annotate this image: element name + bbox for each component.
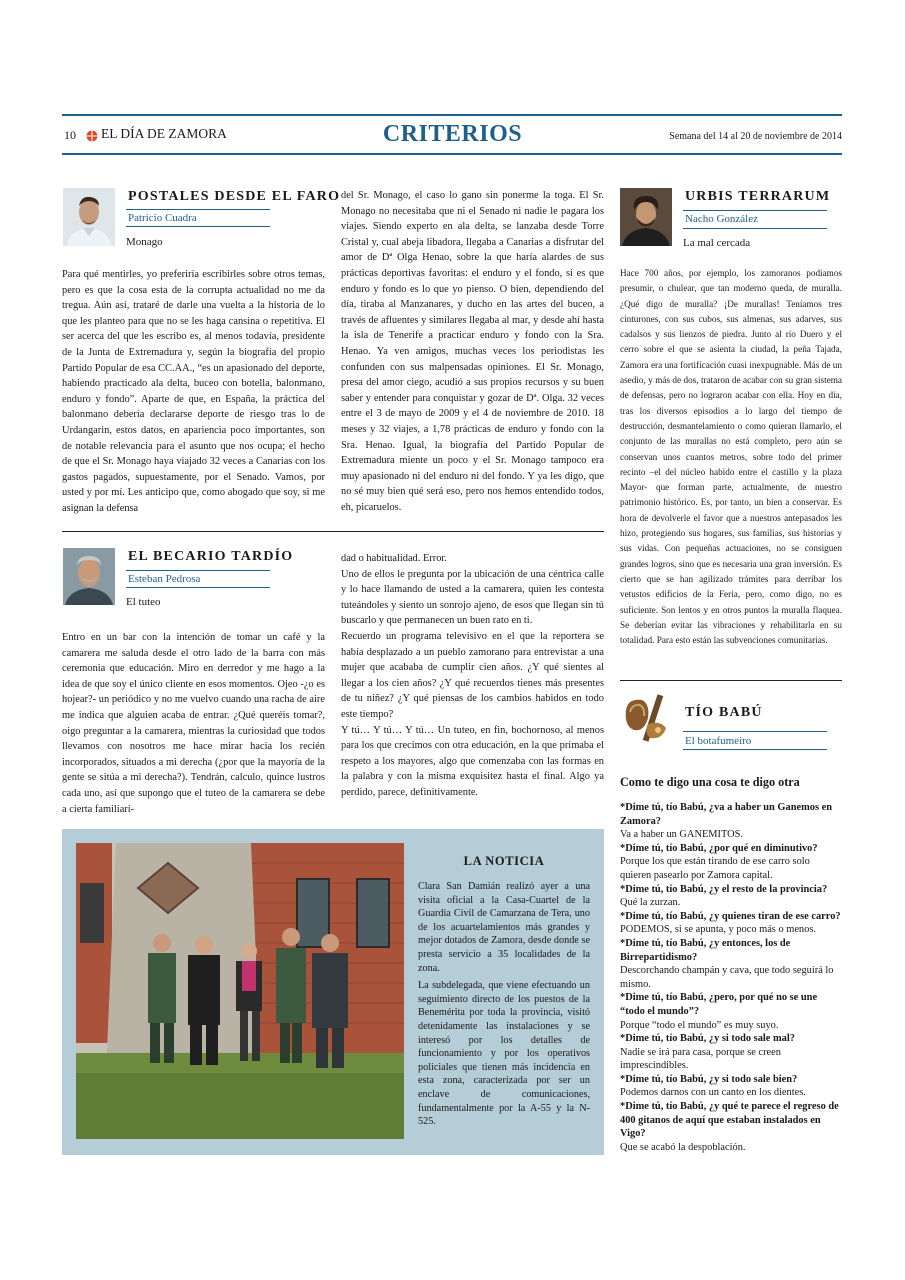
page-number: 10 xyxy=(64,128,76,142)
section-divider-left xyxy=(62,531,604,532)
noticia-paragraph-1: Clara San Damián realizó ayer a una visita oficial a la Casa-Cuartel de la Guardia Civil de Camarzana de Tera, uno de los acuartelamientos más grandes y mejor dotados de Zamora, desde donde se presta servicio a 35 localidades de la zona. xyxy=(418,881,590,974)
babu-qa-list xyxy=(620,801,842,1154)
postales-author-rule-top xyxy=(126,209,270,210)
postales-section-title: POSTALES DESDE EL FARO xyxy=(128,189,341,204)
becario-paragraph-3: Uno de ellos le pregunta por la ubicación de una céntrica calle y lo hace llamando de usted a la camarera, quien les contesta tuteándoles y siento un sonrojo ajeno, de esos que llegan sin tú buscarlo y que permanecen un buen rato en ti. xyxy=(341,568,604,627)
babu-question: *Dime tú, tío Babú, ¿por qué en diminutivo? xyxy=(620,842,818,854)
becario-author: Esteban Pedrosa xyxy=(128,573,201,585)
noticia-title: LA NOTICIA xyxy=(463,854,545,868)
babu-question: *Dime tú, tío Babú, ¿y entonces, los de Birrepartidismo? xyxy=(620,937,791,963)
postales-paragraph-2: del Sr. Monago, el caso lo gano sin ponerme la toga. El Sr. Monago no necesitaba que ni el Senado ni nadie le pagara los viajes. Siendo experto en ala delta, se lanzaba desde Torre Cristal y, cual abeja libadora, llegaba a Canarias a disfrutar del amor de Dª Olga Henao, sobre la que haría alardes de sus prácticas deportivas favoritas: el enduro y el fondo, si es que enduro y fondo es lo que yo pienso. O bien, dependiendo del día, tiraba al Manzanares, y ducho en las artes del buceo, a través de afluentes y similares llegaba al mar, y desde ahí hasta la isla de Tenerife a practicar enduro y fondo con la Sra. Henao. Ya ven amigos, muchas veces los periodistas les confunden con sus malpensadas opiniones. El Sr. Monago, presa del amor ciego, acudió a sus propios recursos y su buen saber y entender para conquistar y gozar de Dª. Olga. 32 veces entre el 3 de mayo de 2009 y el 4 de noviembre de 2010. 18 meses y 32 viajes, a 1,78 prácticas de enduro y fondo con la Sra. Henao. Igual, la biografía del Partido Popular de Extremadura miente un poco y el Sr. Monago tampoco era muy apasionado ni del enduro ni del fondo. Y ya les digo, que no sé muy bien qué será eso, pero nos hemos entendido todos, eh, picaruelos. xyxy=(341,190,604,513)
header-top-rule xyxy=(62,114,842,116)
becario-section-title: EL BECARIO TARDÍO xyxy=(128,549,294,564)
author-photo-esteban xyxy=(63,548,115,605)
babu-question: *Dime tú, tío Babú, ¿y qué te parece el regreso de 400 gitanos de aquí que estaban instalados en Vigo? xyxy=(620,1101,839,1140)
publication-logo xyxy=(86,129,98,141)
babu-answer: Podemos darnos con un canto en los dientes. xyxy=(620,1087,806,1099)
urbis-author: Nacho González xyxy=(685,213,758,225)
babu-section-title: TÍO BABÚ xyxy=(685,705,763,720)
babu-author: El botafumeiro xyxy=(685,735,752,747)
becario-author-rule-bottom xyxy=(126,587,270,588)
becario-paragraph-2: dad o habitualidad. Error. xyxy=(341,553,447,564)
section-divider-right xyxy=(620,680,842,681)
logo-globe-icon xyxy=(86,130,98,142)
date-line: Semana del 14 al 20 de noviembre de 2014 xyxy=(669,131,842,142)
noticia-paragraph-2: La subdelegada, que viene efectuando un seguimiento directo de los puestos de la Benemérita por toda la provincia, visitó detenidamente las instalaciones y se interesó por los detalles de funcionamiento y por los operativos policiales que tienen más incidencia en esta zona, caracterizada por ser un enclave de comunicaciones, fundamentalmente por la A-55 y la N-525. xyxy=(418,980,590,1128)
babu-answer: Que se acabó la despoblación. xyxy=(620,1141,746,1153)
becario-paragraph-4: Recuerdo un programa televisivo en el que la reportera se había desplazado a un pueblo zamorano para entrevistar a una mujer que acababa de cumplir cien años. ¿Y qué sientes al llegar a los cien años? ¿Y qué recuerdos tienes más presentes de tu niñez? ¿Y qué piensas de los cambios habidos en todo este tiempo? xyxy=(341,630,604,720)
botafumeiro-icon xyxy=(620,690,672,746)
author-photo-patricio xyxy=(63,188,115,246)
publication-name: EL DÍA DE ZAMORA xyxy=(101,126,227,141)
becario-body-col2 xyxy=(341,551,604,801)
urbis-section-title: URBIS TERRARUM xyxy=(685,189,831,204)
postales-author-rule-bottom xyxy=(126,226,270,227)
babu-question: *Dime tú, tío Babú, ¿pero, por qué no se une “todo el mundo”? xyxy=(620,992,818,1017)
becario-subtitle: El tuteo xyxy=(126,596,161,608)
urbis-author-rule-top xyxy=(683,210,827,211)
becario-paragraph-5: Y tú… Y tú… Y tú… Un tuteo, en fin, bochornoso, al menos para los que crecimos con otra educación, en la que primaba el respeto a los mayores, algo que comenzaba con las formas en la palabra y con la misma exquisitez hasta el final. Algo ya perdido, parece, definitivamente. xyxy=(341,724,604,798)
babu-question: *Dime tú, tío Babú, ¿y si todo sale bien? xyxy=(620,1073,798,1085)
babu-question: *Dime tú, tío Babú, ¿va a haber un Ganemos en Zamora? xyxy=(620,802,832,827)
urbis-subtitle: La mal cercada xyxy=(683,237,751,249)
babu-answer: PODEMOS, si se apunta, y poco más o menos. xyxy=(620,924,816,936)
babu-answer: Porque los que están tirando de ese carro solo quieren pasearlo por Zamora capital. xyxy=(620,856,810,881)
header-bottom-rule xyxy=(62,153,842,155)
postales-subtitle: Monago xyxy=(126,236,163,248)
postales-body-col2 xyxy=(341,188,604,515)
babu-author-rule-bottom xyxy=(683,749,827,750)
babu-author-rule-top xyxy=(683,731,827,732)
author-photo-nacho xyxy=(620,188,672,246)
becario-author-rule-top xyxy=(126,570,270,571)
urbis-author-rule-bottom xyxy=(683,228,827,229)
babu-question: *Dime tú, tío Babú, ¿y si todo sale mal? xyxy=(620,1033,795,1045)
becario-body-col1 xyxy=(62,630,325,817)
babu-question: *Dime tú, tío Babú, ¿y quienes tiran de ese carro? xyxy=(620,910,841,922)
postales-author: Patricio Cuadra xyxy=(128,212,197,224)
section-title: CRITERIOS xyxy=(382,121,523,147)
urbis-paragraph: Hace 700 años, por ejemplo, los zamoranos podíamos presumir, o chulear, que tan moderno queda, de muralla. ¿Qué digo de muralla? ¡De murallas! Teníamos tres cinturones, con sus cubos, sus almenas, sus adarves, sus cadalsos y sus lienzos de piedra. Junto al río Duero y el cerro sobre el que se asienta la ciudad, la peña Tajada, Zamora era una fortificación cuasi inexpugnable. Más de un asedio, y más de dos, trataron de acabar con su gran sistema de defensas, pero no lograron acabar con ella. Hoy en día, tras los diversos episodios a lo largo del tiempo de destrucción, desmantelamiento o como quieran llamarlo, el conjunto de las murallas no está completo, pero aún se conservan unos cuantos metros, sobre todo del primer recinto –el del núcleo habido entre el castillo y la plaza Mayor- que forman parte, actualmente, de nuestro patrimonio histórico. Es, por tanto, un bien a conservar. Es hora de devolverle el favor que a nuestros antepasados les hizo, protegiendo sus hogares, sus familias, sus historias y sus vidas. Con pequeñas actuaciones, no se consiguen grandes logros, sino que es necesaria una gran inversión. Es cierto que se han agilizado trámites para derribar los vetustos edificios de la Feria, pero, como digo, no es suficiente. Son lentos y en otros puntos la muralla flaquea. Se deberían evitar las vibraciones y rehabilitarla en su totalidad. Para esto están las subvenciones comunitarias. xyxy=(620,268,842,646)
babu-answer: Nadie se irá para casa, porque se creen imprescindibles. xyxy=(620,1046,781,1072)
noticia-body xyxy=(418,880,590,1133)
babu-answer: Porque “todo el mundo” es muy suyo. xyxy=(620,1019,779,1031)
babu-question: *Dime tú, tío Babú, ¿y el resto de la provincia? xyxy=(620,883,828,895)
postales-body-col1 xyxy=(62,267,325,517)
babu-answer: Qué la zurzan. xyxy=(620,897,681,909)
noticia-photo xyxy=(76,843,404,1139)
babu-answer: Va a haber un GANEMITOS. xyxy=(620,829,744,841)
babu-answer: Descorchando champán y cava, que todo seguirá lo mismo. xyxy=(620,965,834,990)
postales-paragraph-1: Para qué mentirles, yo preferiría escribirles sobre otros temas, pero es que la cosa esta de la corrupta actualidad no me da tregua. Aún así, trataré de darle una vuelta a la historia de lo que les planteo para que no se les haga cansina o repetitiva. El ser acerca del que les escribo es, al menos todavía, presidente de la Junta de Extremadura y, según la biografía del propio Partido Popular de esa CC.AA., “es un apasionado del deporte, habiendo practicado ala delta, buceo con botella, balonmano, enduro y fondo”. Aparte de que, en España, la práctica del balonmano debería declararse deporte de riesgo tras lo de Urdangarin, estos datos, en apariencia poco importantes, son de notable relevancia para el asunto que nos ocupa; el hecho de que el Sr. Monago haya viajado 32 veces a Canarias con los gastos pagados, supuestamente, por el Senado. Vamos, por usted y por mí. Les anticipo que, como abogado que soy, si me asignan la defensa xyxy=(62,269,325,514)
becario-paragraph-1: Entro en un bar con la intención de tomar un café y la camarera me saluda desde el otro lado de la barra con más ceremonia que educación. Miro en derredor y me hago a la idea de que soy el único cliente en esos momentos. Ojeo -¿o es hojear?- un periódico y no me vuelvo cuando una racha de aire me indica que alguien acaba de entrar. ¿Qué queréis tomar?, oigo preguntar a la camarera, mientras la curiosidad que todos llevamos con nosotros me hace mirar hacia los recién incorporados, situados a mi derecha (¿por que la mayoría de la gente se sitúa a mi derecha?). Tendrán, calculo, quince lustros cada uno, así que supongo que el tuteo de la camarera se debe a cierta familiari- xyxy=(62,632,325,815)
urbis-body xyxy=(620,266,842,648)
babu-heading: Como te digo una cosa te digo otra xyxy=(620,775,800,789)
